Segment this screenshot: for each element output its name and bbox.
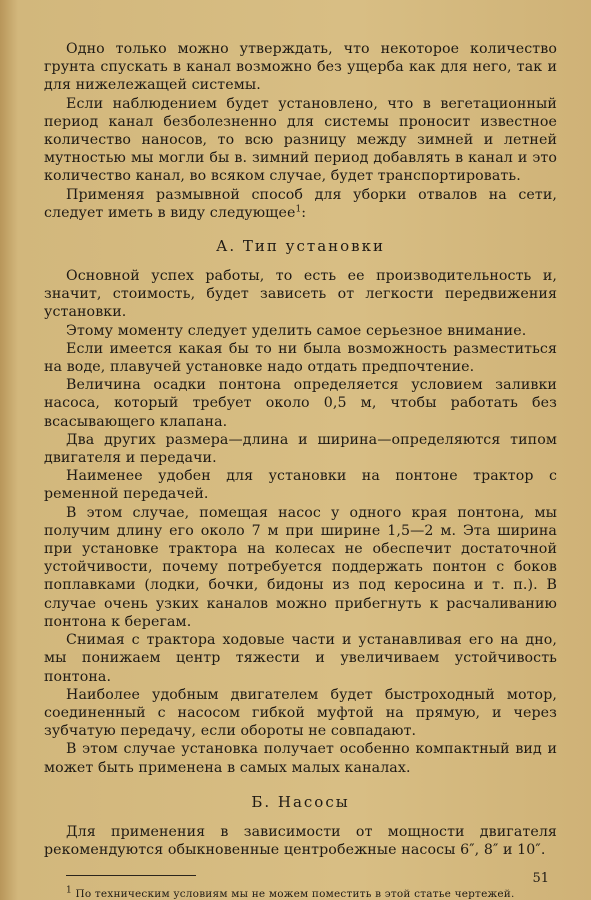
section-a-paragraph: Основной успех работы, то есть ее производительность и, значит, стоимость, будет зависеть от легкости передвижения установки. <box>44 268 557 321</box>
intro-text: Применяя размывной способ для уборки отвалов на сети, следует иметь в виду следующее <box>44 186 557 221</box>
section-a-paragraph: Наименее удобен для установки на понтоне трактор с ременной передачей. <box>44 468 557 503</box>
footnote-divider <box>66 875 196 876</box>
paragraph-intro <box>44 186 557 222</box>
page-number: 51 <box>532 871 549 886</box>
intro-end: : <box>301 204 307 221</box>
footnote-marker: 1 <box>295 204 302 215</box>
section-a-paragraph: В этом случае установка получает особенно компактный вид и может быть применена в самых малых каналах. <box>44 741 557 776</box>
section-a-heading: А. Тип установки <box>216 237 385 256</box>
paragraph-2: Если наблюдением будет установлено, что в вегетационный период канал безболезненно для системы проносит известное количество наносов, то всю разницу между зимней и летней мутностью мы могли бы в. зимний период добавлять в канал и это количество канал, во всяком случае, будет транспортировать. <box>44 95 557 185</box>
section-a-paragraph: Если имеется какая бы то ни была возможность разместиться на воде, плавучей установке надо отдать предпочтение. <box>44 340 557 376</box>
footnote <box>44 887 557 900</box>
section-b-paragraph: Для применения в зависимости от мощности двигателя рекомендуются обыкновенные центробежные насосы 6″, 8″ и 10″. <box>44 823 557 858</box>
section-a-paragraph: В этом случае, помещая насос у одного края понтона, мы получим длину его около 7 м при ширине 1,5—2 м. Эта ширина при установке трактора на колесах не обеспечит достаточной устойчивости, почему потребуется поддержать понтон с боков поплавками (лодки, бочки, бидоны из под керосина и т. п.). В случае очень узких каналов можно прибегнуть к расчаливанию понтона к берегам. <box>44 504 557 630</box>
section-b-heading: Б. Насосы <box>251 792 350 811</box>
section-a-paragraph: Этому моменту следует уделить самое серьезное внимание. <box>66 322 527 339</box>
section-a-paragraph: Величина осадки понтона определяется условием заливки насоса, который требует около 0,5 м, чтобы работать без всасывающего клапана. <box>44 377 557 430</box>
section-a-paragraph: Наиболее удобным двигателем будет быстроходный мотор, соединенный с насосом гибкой муфтой на прямую, и через зубчатую передачу, если обороты не совпадают. <box>44 686 557 740</box>
section-a-paragraph: Снимая с трактора ходовые части и устанавливая его на дно, мы понижаем центр тяжести и увеличиваем устойчивость понтона. <box>44 632 557 685</box>
paragraph-1: Одно только можно утверждать, что некоторое количество грунта спускать в канал возможно без ущерба как для него, так и для нижележащей системы. <box>44 41 557 94</box>
section-a-paragraph: Два других размера—длина и ширина—определяются типом двигателя и передачи. <box>44 431 557 467</box>
footnote-text: По техническим условиям мы не можем поместить в этой статье чертежей. <box>75 887 515 900</box>
footnote-number: 1 <box>66 885 72 896</box>
